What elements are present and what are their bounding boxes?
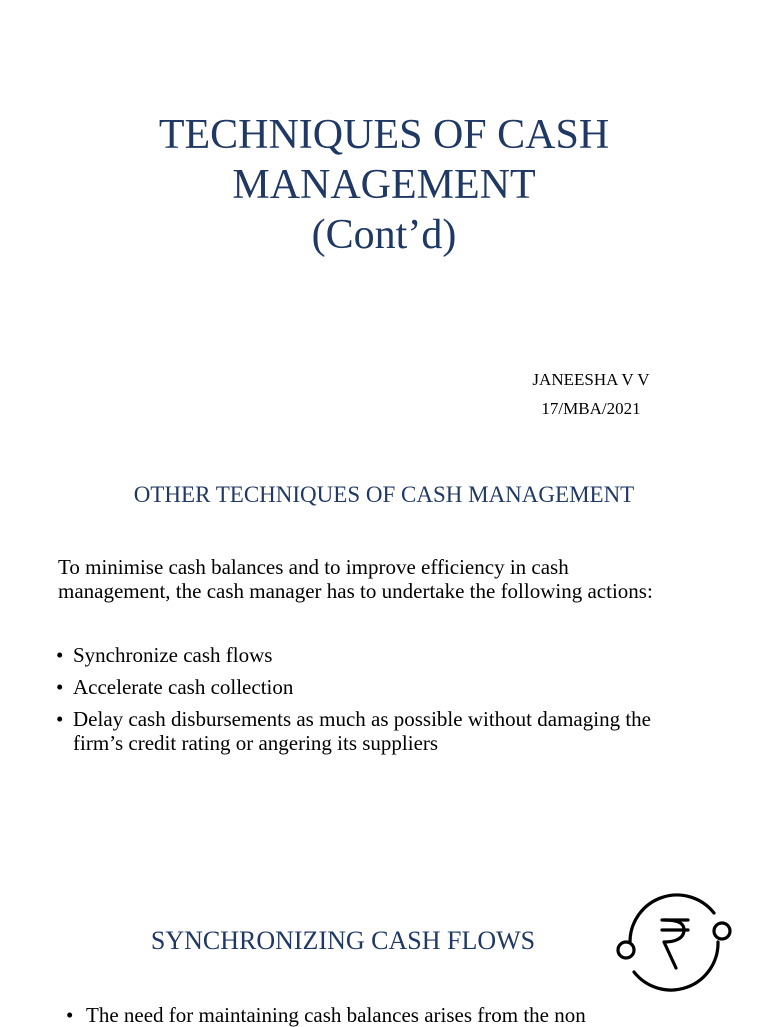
bullet-icon: • bbox=[56, 643, 64, 667]
list-item bbox=[56, 707, 716, 755]
list-item-text: Accelerate cash collection bbox=[73, 675, 294, 699]
author-name: JANEESHA V V bbox=[532, 370, 650, 389]
actions-list bbox=[56, 643, 716, 763]
list-item bbox=[66, 1003, 746, 1027]
list-item bbox=[56, 643, 716, 667]
author-id: 17/MBA/2021 bbox=[541, 399, 641, 418]
title-line-3: (Cont’d) bbox=[311, 212, 457, 258]
list-item-text: Delay cash disbursements as much as possible without damaging the bbox=[73, 707, 651, 731]
list-item-text: The need for maintaining cash balances arises from the non bbox=[86, 1003, 586, 1027]
list-item-text: Synchronize cash flows bbox=[73, 643, 273, 667]
rupee-cycle-icon bbox=[612, 884, 736, 998]
intro-line-1: To minimise cash balances and to improve efficiency in cash bbox=[58, 555, 569, 579]
title-line-1: TECHNIQUES OF CASH bbox=[158, 112, 610, 158]
list-item-text-continued: firm’s credit rating or angering its suppliers bbox=[73, 731, 439, 755]
author-block bbox=[486, 365, 696, 423]
list-item bbox=[56, 675, 716, 699]
intro-line-2: management, the cash manager has to undertake the following actions: bbox=[58, 579, 653, 603]
bullet-icon: • bbox=[56, 675, 64, 699]
intro-paragraph bbox=[58, 555, 738, 603]
bullet-icon: • bbox=[56, 707, 64, 731]
section-heading-other-techniques: OTHER TECHNIQUES OF CASH MANAGEMENT bbox=[133, 482, 635, 507]
title-line-2: MANAGEMENT bbox=[232, 162, 536, 208]
bullet-icon: • bbox=[66, 1003, 74, 1027]
section-heading-synchronizing: SYNCHRONIZING CASH FLOWS bbox=[150, 926, 536, 955]
page-title bbox=[0, 110, 768, 260]
